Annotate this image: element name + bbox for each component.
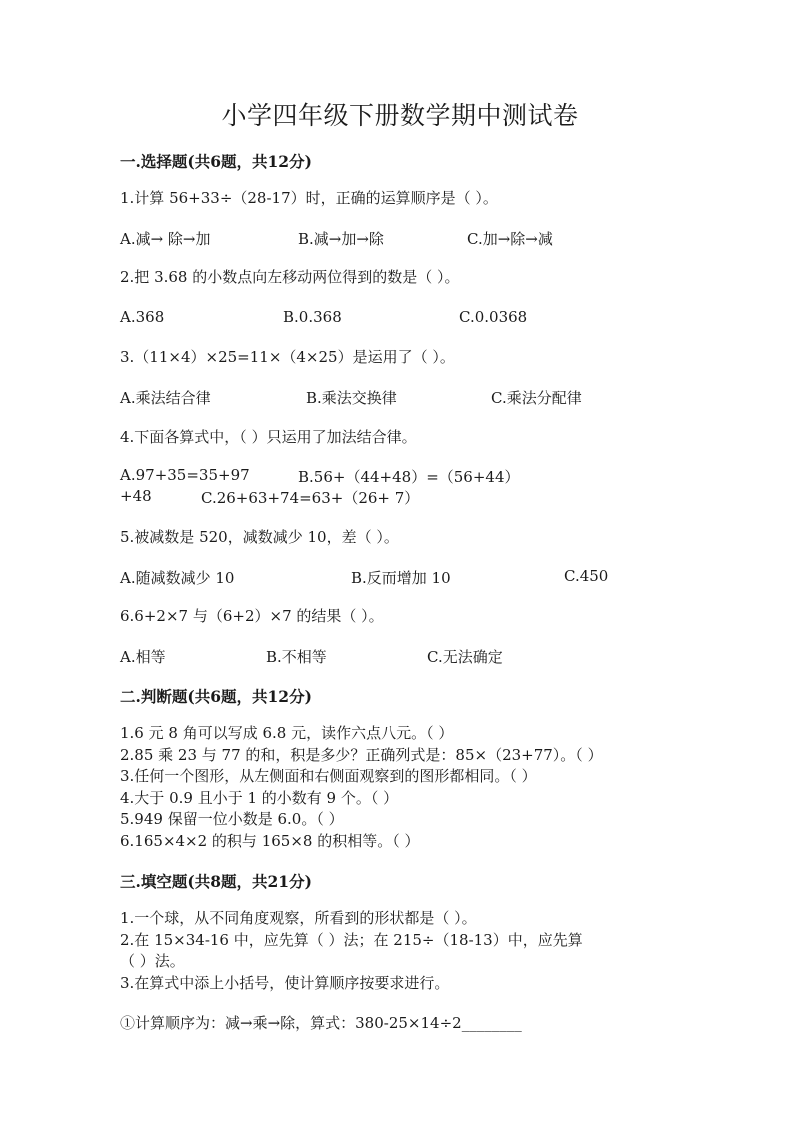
judgement-item-2: 2.85 乘 23 与 77 的和，积是多少？正确列式是：85×（23+77）。（ ） — [120, 746, 603, 764]
q5-option-b: B.反而增加 10 — [351, 569, 451, 587]
q6-option-c: C.无法确定 — [427, 648, 503, 666]
q6-option-a: A.相等 — [120, 648, 166, 666]
question-3: 3.（11×4）×25=11×（4×25）是运用了（ ）。 — [120, 348, 455, 366]
fill-item-3: 3.在算式中添上小括号，使计算顺序按要求进行。 — [120, 974, 450, 992]
q1-option-a: A.减→ 除→加 — [120, 230, 211, 248]
judgement-item-1: 1.6 元 8 角可以写成 6.8 元，读作六点八元。（ ） — [120, 724, 454, 742]
fill-item-2: 2.在 15×34-16 中，应先算（ ）法；在 215÷（18-13）中，应先算 — [120, 931, 583, 949]
judgement-item-3: 3.任何一个图形，从左侧面和右侧面观察到的图形都相同。（ ） — [120, 767, 537, 785]
q1-option-c: C.加→除→减 — [467, 230, 553, 248]
fill-item-2-continued: （ ）法。 — [120, 952, 185, 970]
q4-option-c: C.26+63+74=63+（26+ 7） — [201, 489, 420, 507]
q4-option-b-continued: +48 — [120, 487, 152, 505]
q2-option-c: C.0.0368 — [459, 308, 528, 326]
q5-option-a: A.随减数减少 10 — [120, 569, 235, 587]
q3-option-c: C.乘法分配律 — [491, 389, 582, 407]
q5-option-c: C.450 — [564, 567, 609, 585]
judgement-item-6: 6.165×4×2 的积与 165×8 的积相等。（ ） — [120, 832, 420, 850]
question-6: 6.6+2×7 与（6+2）×7 的结果（ ）。 — [120, 607, 384, 625]
question-2: 2.把 3.68 的小数点向左移动两位得到的数是（ ）。 — [120, 268, 460, 286]
q2-option-a: A.368 — [120, 308, 165, 326]
question-4: 4.下面各算式中，（ ）只运用了加法结合律。 — [120, 428, 417, 446]
q2-option-b: B.0.368 — [283, 308, 342, 326]
fill-item-1: 1.一个球，从不同角度观察，所看到的形状都是（ ）。 — [120, 909, 477, 927]
question-5: 5.被减数是 520，减数减少 10，差（ ）。 — [120, 528, 399, 546]
section-heading-fill-in: 三.填空题(共8题，共21分) — [120, 872, 312, 891]
judgement-item-5: 5.949 保留一位小数是 6.0。（ ） — [120, 810, 344, 828]
page-title: 小学四年级下册数学期中测试卷 — [221, 101, 579, 130]
question-1: 1.计算 56+33÷（28-17）时，正确的运算顺序是（ ）。 — [120, 189, 498, 207]
q1-option-b: B.减→加→除 — [298, 230, 384, 248]
q6-option-b: B.不相等 — [266, 648, 327, 666]
q4-option-b: B.56+（44+48）=（56+44） — [298, 468, 520, 486]
q3-option-b: B.乘法交换律 — [306, 389, 397, 407]
fill-item-3-sub-1: ①计算顺序为：减→乘→除，算式：380-25×14÷2________ — [120, 1014, 522, 1032]
section-heading-choice: 一.选择题(共6题，共12分) — [120, 152, 312, 171]
q4-option-a: A.97+35=35+97 — [120, 466, 250, 484]
q3-option-a: A.乘法结合律 — [120, 389, 211, 407]
section-heading-judgement: 二.判断题(共6题，共12分) — [120, 687, 312, 706]
judgement-item-4: 4.大于 0.9 且小于 1 的小数有 9 个。（ ） — [120, 789, 399, 807]
